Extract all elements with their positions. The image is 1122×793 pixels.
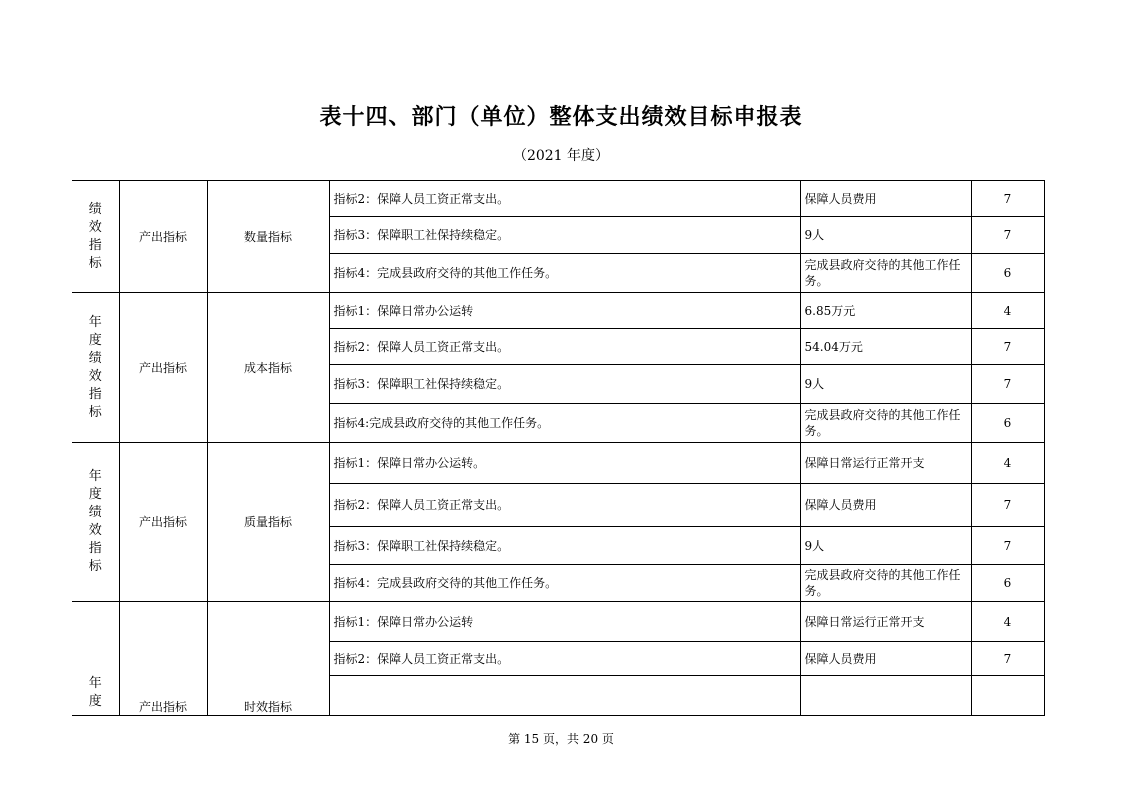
table-row <box>72 181 1044 217</box>
value-cell: 9人 <box>800 217 971 254</box>
value-cell <box>800 676 971 716</box>
indicator-cell: 指标2：保障人员工资正常支出。 <box>329 484 800 527</box>
page-footer: 第 15 页，共 20 页 <box>508 732 614 746</box>
category-cell: 年度绩效指标 <box>72 293 119 443</box>
performance-table-container <box>72 180 1044 714</box>
level2-cell: 质量指标 <box>207 443 329 602</box>
indicator-cell: 指标4:完成县政府交待的其他工作任务。 <box>329 404 800 443</box>
indicator-cell: 指标3：保障职工社保持续稳定。 <box>329 365 800 404</box>
level1-cell: 产出指标 <box>119 181 207 293</box>
indicator-cell: 指标1：保障日常办公运转 <box>329 293 800 329</box>
value-cell: 54.04万元 <box>800 329 971 365</box>
value-cell: 完成县政府交待的其他工作任务。 <box>800 404 971 443</box>
table-row <box>72 293 1044 329</box>
score-cell <box>971 676 1044 716</box>
level2-cell: 成本指标 <box>207 293 329 443</box>
performance-table <box>72 180 1045 716</box>
value-cell: 保障日常运行正常开支 <box>800 602 971 642</box>
page-title: 表十四、部门（单位）整体支出绩效目标申报表 <box>319 104 803 130</box>
category-cell: 绩效指标 <box>72 181 119 293</box>
table-row <box>72 443 1044 484</box>
score-cell: 7 <box>971 181 1044 217</box>
indicator-cell: 指标4：完成县政府交待的其他工作任务。 <box>329 565 800 602</box>
score-cell: 7 <box>971 217 1044 254</box>
score-cell: 7 <box>971 365 1044 404</box>
score-cell: 6 <box>971 254 1044 293</box>
value-cell: 9人 <box>800 527 971 565</box>
value-cell: 保障人员费用 <box>800 484 971 527</box>
page-subtitle: （2021 年度） <box>512 148 610 164</box>
indicator-cell: 指标2：保障人员工资正常支出。 <box>329 329 800 365</box>
category-cell: 年度 <box>72 602 119 716</box>
level1-cell: 产出指标 <box>119 293 207 443</box>
level1-cell: 产出指标 <box>119 443 207 602</box>
score-cell: 7 <box>971 642 1044 676</box>
value-cell: 6.85万元 <box>800 293 971 329</box>
value-cell: 完成县政府交待的其他工作任务。 <box>800 254 971 293</box>
value-cell: 保障人员费用 <box>800 181 971 217</box>
value-cell: 保障人员费用 <box>800 642 971 676</box>
score-cell: 7 <box>971 484 1044 527</box>
indicator-cell: 指标2：保障人员工资正常支出。 <box>329 642 800 676</box>
value-cell: 9人 <box>800 365 971 404</box>
indicator-cell: 指标1：保障日常办公运转 <box>329 602 800 642</box>
indicator-cell: 指标3：保障职工社保持续稳定。 <box>329 527 800 565</box>
indicator-cell: 指标3：保障职工社保持续稳定。 <box>329 217 800 254</box>
score-cell: 4 <box>971 443 1044 484</box>
category-cell: 年度绩效指标 <box>72 443 119 602</box>
indicator-cell: 指标1：保障日常办公运转。 <box>329 443 800 484</box>
score-cell: 4 <box>971 602 1044 642</box>
score-cell: 6 <box>971 565 1044 602</box>
indicator-cell: 指标2：保障人员工资正常支出。 <box>329 181 800 217</box>
indicator-cell <box>329 676 800 716</box>
level2-cell: 时效指标 <box>207 602 329 716</box>
table-row <box>72 602 1044 642</box>
score-cell: 7 <box>971 329 1044 365</box>
score-cell: 6 <box>971 404 1044 443</box>
level2-cell: 数量指标 <box>207 181 329 293</box>
level1-cell: 产出指标 <box>119 602 207 716</box>
score-cell: 4 <box>971 293 1044 329</box>
value-cell: 保障日常运行正常开支 <box>800 443 971 484</box>
indicator-cell: 指标4：完成县政府交待的其他工作任务。 <box>329 254 800 293</box>
score-cell: 7 <box>971 527 1044 565</box>
value-cell: 完成县政府交待的其他工作任务。 <box>800 565 971 602</box>
